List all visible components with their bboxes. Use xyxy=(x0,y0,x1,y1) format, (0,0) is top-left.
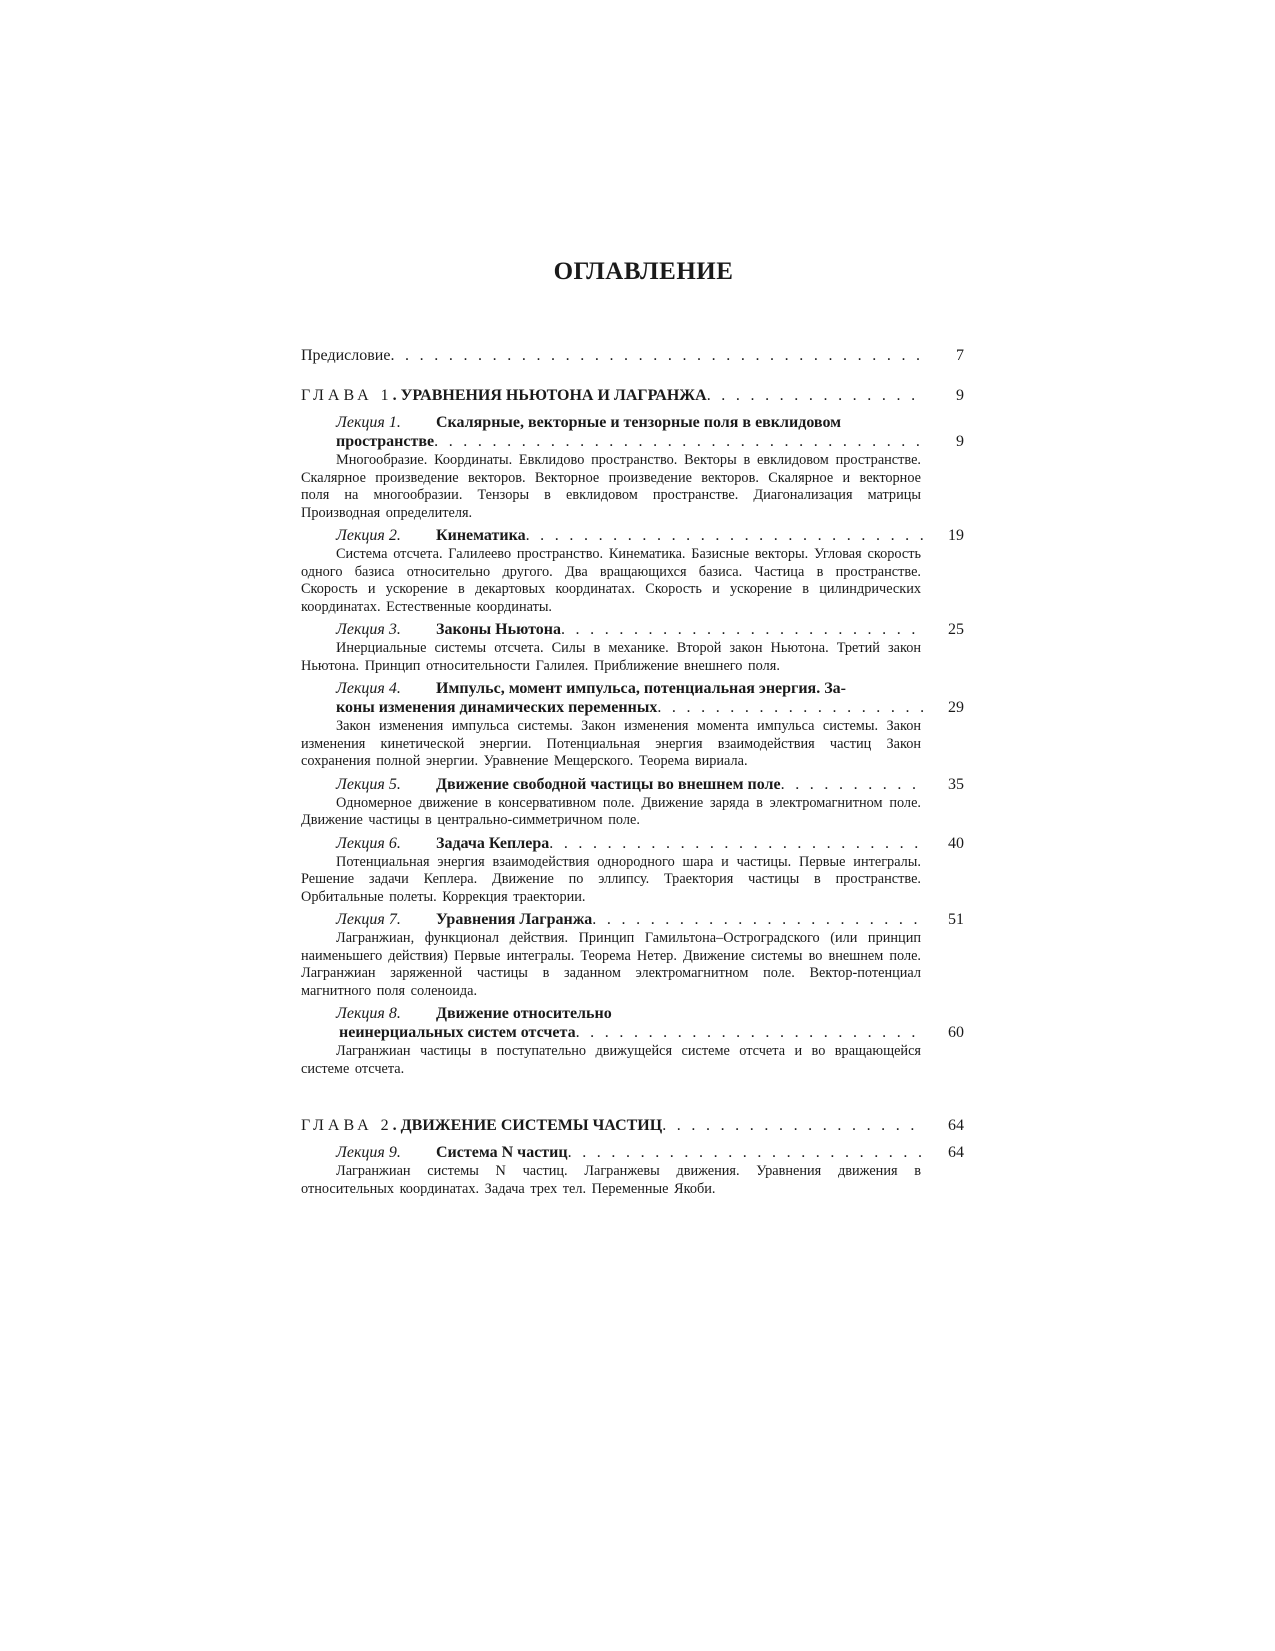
lecture-title: Движение относительно xyxy=(436,1005,612,1022)
dot-leader xyxy=(549,834,924,853)
lecture-title: Импульс, момент импульса, потенциальная энергия. За- xyxy=(436,680,846,697)
lecture-number: Лекция 7. xyxy=(336,911,401,928)
dot-leader xyxy=(526,526,924,545)
toc-entry-lecture-3[interactable] xyxy=(301,620,964,675)
toc-entry-chapter-2[interactable]: ГЛАВА 2. ДВИЖЕНИЕ СИСТЕМЫ ЧАСТИЦ . . . 64 xyxy=(301,1116,964,1135)
lecture-title: Уравнения Лагранжа xyxy=(436,911,593,928)
lecture-title-cont: пространстве xyxy=(336,433,435,450)
page-title: ОГЛАВЛЕНИЕ xyxy=(553,258,734,285)
toc-entry-lecture-2[interactable] xyxy=(301,526,964,616)
lecture-number: Лекция 3. xyxy=(336,621,401,638)
page-number: 64 xyxy=(948,1117,964,1134)
page-number: 40 xyxy=(948,834,964,852)
toc-entry-preface[interactable] xyxy=(301,346,964,365)
dot-leader xyxy=(662,1116,924,1135)
page-number: 35 xyxy=(948,775,964,793)
chapter-title: УРАВНЕНИЯ НЬЮТОНА И ЛАГРАНЖА xyxy=(400,387,707,404)
lecture-number: Лекция 8. xyxy=(336,1005,401,1022)
page-number: 60 xyxy=(948,1024,964,1041)
lecture-description: Инерциальные системы отсчета. Силы в механике. Второй закон Ньютона. Третий закон Ньютона. Принцип относительности Галилея. Приближение внешнего поля. xyxy=(301,640,921,674)
spacer xyxy=(301,1078,964,1116)
dot-leader xyxy=(781,775,924,794)
lecture-number: Лекция 2. xyxy=(336,527,401,544)
table-of-contents xyxy=(301,346,964,1198)
page-number: 7 xyxy=(956,347,964,364)
page-number: 9 xyxy=(956,433,964,450)
lecture-description: Одномерное движение в консервативном поле. Движение заряда в электромагнитном поле. Движение частицы в центрально-симметричном поле. xyxy=(301,794,921,828)
page-number: 9 xyxy=(956,387,964,404)
toc-entry-chapter-1[interactable]: ГЛАВА 1. УРАВНЕНИЯ НЬЮТОНА И ЛАГРАНЖА . . . 9 xyxy=(301,386,964,405)
lecture-title: Задача Кеплера xyxy=(436,834,550,852)
lecture-description: Потенциальная энергия взаимодействия однородного шара и частицы. Первые интегралы. Решение задачи Кеплера. Движение по эллипсу. Траектория частицы в пространстве. Орбитальные полеты. Коррекция траектории. xyxy=(301,853,921,905)
page-number: 64 xyxy=(948,1144,964,1161)
lecture-title: Движение свободной частицы во внешнем поле xyxy=(436,775,781,793)
toc-entry-lecture-1[interactable] xyxy=(301,413,964,522)
toc-entry-lecture-4[interactable] xyxy=(301,679,964,771)
lecture-description: Закон изменения импульса системы. Закон изменения момента импульса системы. Закон изменения кинетической энергии. Потенциальная энергия взаимодействия частиц Закон сохранения полной энергии. Уравнение Мещерского. Теорема вириала. xyxy=(301,718,921,769)
toc-entry-lecture-7[interactable] xyxy=(301,910,964,1000)
chapter-label: ГЛАВА 1 xyxy=(301,387,393,404)
lecture-title: Скалярные, векторные и тензорные поля в евклидовом xyxy=(436,414,842,431)
dot-leader xyxy=(707,386,924,405)
lecture-description: Лагранжиан системы N частиц. Лагранжевы движения. Уравнения движения в относительных координатах. Задача трех тел. Переменные Якоби. xyxy=(301,1163,921,1197)
toc-entry-lecture-8[interactable] xyxy=(301,1004,964,1078)
lecture-number: Лекция 9. xyxy=(336,1144,401,1161)
toc-entry-lecture-5[interactable] xyxy=(301,775,964,830)
lecture-number: Лекция 4. xyxy=(336,680,401,697)
chapter-label: ГЛАВА 2 xyxy=(301,1117,393,1134)
lecture-title: Законы Ньютона xyxy=(436,621,561,638)
lecture-description: Многообразие. Координаты. Евклидово пространство. Векторы в евклидовом пространстве. Скалярное произведение векторов. Векторное произведение векторов. Скалярное и векторное поля на многообразии. Тензоры в евклидовом пространстве. Диагонализация матрицы Производная определителя. xyxy=(301,452,921,521)
page-number: 19 xyxy=(948,527,964,544)
dot-leader xyxy=(657,698,924,717)
lecture-number: Лекция 6. xyxy=(336,834,401,852)
dot-leader xyxy=(568,1143,924,1162)
dot-leader xyxy=(592,910,924,929)
page-number: 51 xyxy=(948,911,964,928)
toc-entry-lecture-9[interactable] xyxy=(301,1143,964,1198)
lecture-number: Лекция 1. xyxy=(336,414,401,431)
lecture-title: Кинематика xyxy=(436,527,526,544)
lecture-title: Система N частиц xyxy=(436,1144,568,1161)
chapter-title: ДВИЖЕНИЕ СИСТЕМЫ ЧАСТИЦ xyxy=(400,1117,663,1134)
page-number: 29 xyxy=(948,699,964,716)
lecture-title-cont: неинерциальных систем отсчета xyxy=(339,1024,576,1041)
toc-entry-lecture-6[interactable] xyxy=(301,834,964,907)
dot-leader xyxy=(561,620,924,639)
dot-leader xyxy=(434,432,924,451)
lecture-description: Лагранжиан, функционал действия. Принцип Гамильтона–Остроградского (или принцип наименьшего действия) Первые интегралы. Теорема Нетер. Движение системы во внешнем поле. Лагранжиан заряженной частицы в заданном электромагнитном поле. Вектор-потенциал магнитного поля соленоида. xyxy=(301,930,921,999)
dot-leader xyxy=(576,1023,924,1042)
dot-leader xyxy=(390,346,924,365)
lecture-number: Лекция 5. xyxy=(336,775,401,793)
page-number: 25 xyxy=(948,621,964,638)
preface-label: Предисловие xyxy=(301,347,391,364)
lecture-description: Система отсчета. Галилеево пространство. Кинематика. Базисные векторы. Угловая скорость одного базиса относительно другого. Два вращающихся базиса. Частица в пространстве. Скорость и ускорение в декартовых координатах. Скорость и ускорение в цилиндрических координатах. Естественные координаты. xyxy=(301,546,921,615)
lecture-title-cont: коны изменения динамических переменных xyxy=(336,699,658,716)
lecture-description: Лагранжиан частицы в поступательно движущейся системе отсчета и во вращающейся системе отсчета. xyxy=(301,1043,921,1077)
